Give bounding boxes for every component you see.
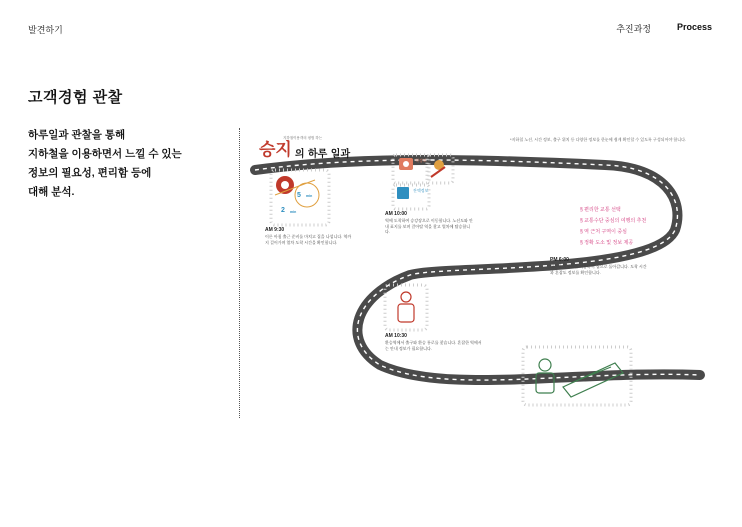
nav-item-process[interactable]: Process	[676, 22, 712, 32]
page-title: 고객경험 관찰	[28, 89, 123, 106]
checklist-item: § 편리한 교통 선택	[580, 207, 621, 213]
journey-map-illustration	[245, 125, 715, 425]
description-line: 지하철을 이용하면서 느낄 수 있는	[28, 148, 182, 160]
station-info-badge: 역정보	[415, 158, 427, 163]
description-line: 정보의 필요성, 편리함 등에	[28, 167, 152, 179]
checklist-item: § 역 근처 구역이 중심	[580, 229, 627, 235]
clock-unit: min	[306, 194, 313, 198]
event-time: AM 9:30	[265, 227, 285, 233]
checklist-item: § 정확 도소 및 정보 제공	[580, 240, 634, 246]
checklist-item: § 교통수단 중심의 여행의 추천	[580, 218, 647, 224]
clock-minutes: 5	[297, 192, 301, 199]
clock-minutes-2: 2	[281, 207, 285, 214]
event-text: 퇴근길 지하철을 이용하여 집으로 돌아갑니다. 도착 시간과 혼잡도 정보를 확인합니다.	[550, 264, 647, 275]
poster-title-rest: 의 하루 일과	[294, 149, 351, 160]
description-line: 대해 분석.	[28, 186, 75, 198]
vertical-divider	[239, 128, 240, 418]
clock-unit-2: min	[290, 210, 297, 214]
event-text: 환승역에서 출구와 환승 통로를 찾습니다. 혼잡한 역에서는 안내 정보가 필요합니다.	[385, 340, 482, 351]
poster-top-note: *지하철 노선, 시간 정보, 출구 위치 등 다양한 정보를 한눈에 쉽게 확인할 수 있도록 구성되어야 합니다.	[510, 137, 687, 142]
event-text: 이른 아침 출근 준비를 마치고 집을 나섭니다. 역까지 걸어가며 열차 도착 시간을 확인합니다.	[265, 234, 352, 245]
balance-info-badge: 잔액정보	[413, 188, 429, 193]
event-time: AM 10:30	[385, 333, 407, 339]
poster-title-name: 승지	[259, 140, 292, 160]
poster-title	[259, 135, 350, 160]
top-nav	[616, 22, 712, 35]
needs-checklist	[580, 205, 646, 249]
event-time: AM 10:00	[385, 211, 407, 217]
event-text: 역에 도착하여 승강장으로 이동합니다. 노선도와 안내 표지를 보며 갈아탈 역을 찾고 열차에 탑승합니다.	[385, 218, 473, 235]
poster-subtitle: 지하철이용객의 평범 하는	[283, 136, 323, 140]
breadcrumb[interactable]: 발견하기	[28, 25, 63, 35]
description-line: 하루일과 관찰을 통해	[28, 129, 126, 141]
section-description	[28, 126, 228, 202]
nav-item-process-kr[interactable]: 추진과정	[616, 24, 651, 34]
event-time: PM 6:00	[550, 257, 569, 263]
